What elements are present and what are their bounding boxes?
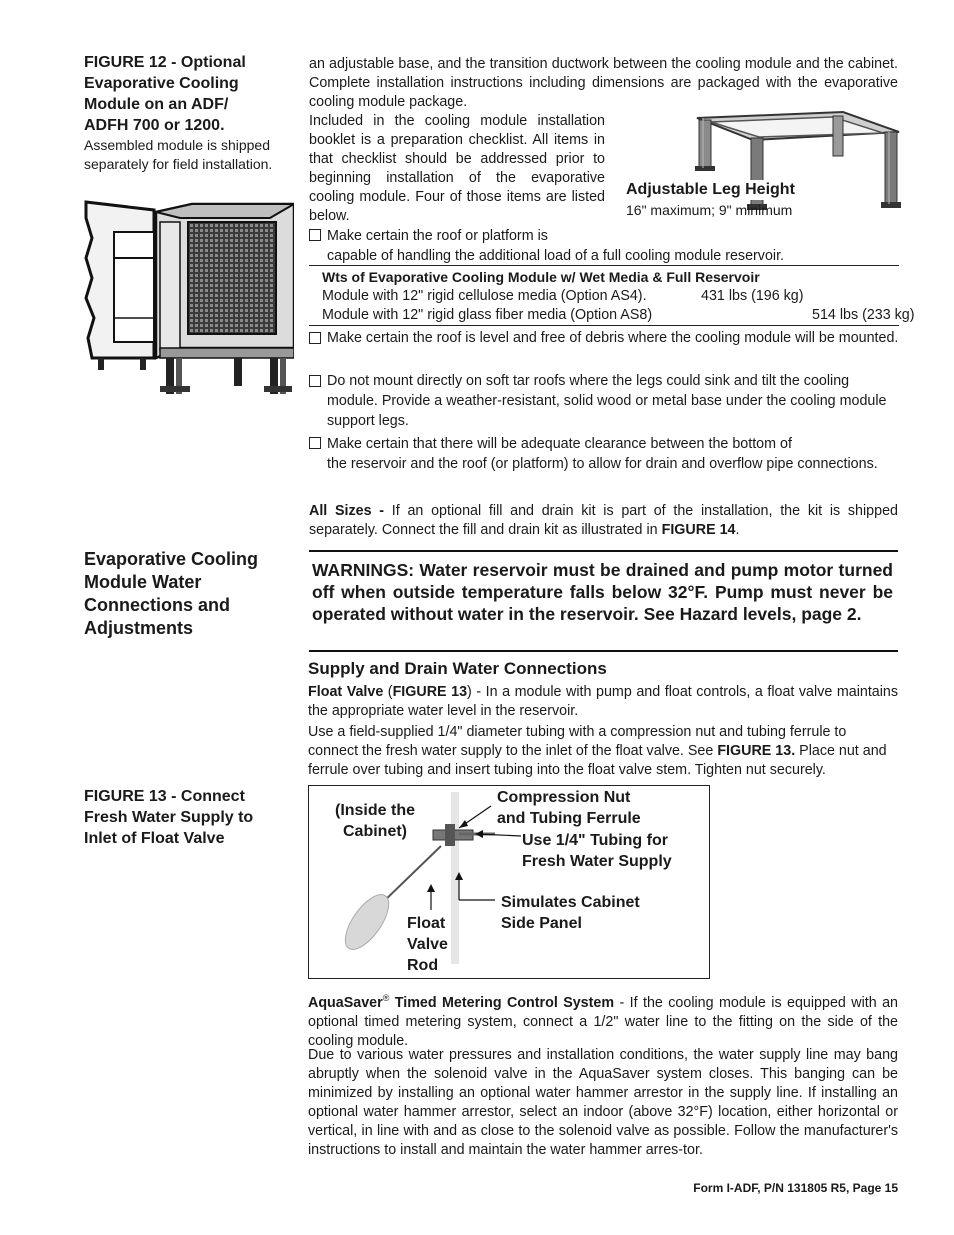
checkbox-icon — [309, 437, 321, 449]
weights-bottom-rule — [309, 325, 899, 326]
label-side-panel: Simulates Cabinet Side Panel — [501, 894, 640, 932]
warning-top-rule — [309, 550, 898, 552]
leg-figure-subtitle: 16" maximum; 9" minimum — [626, 202, 793, 218]
checklist-item-roof-load: Make certain the roof or platform is capable of handling the additional load of a full cooling module reservoir. — [309, 226, 899, 266]
checkbox-icon — [309, 332, 321, 344]
figure-14-reference: FIGURE 14 — [661, 522, 736, 538]
aquasaver-paragraph: AquaSaver® Timed Metering Control System - If the cooling module is equipped with an optional timed metering system, connect a 1/2" water line to the fitting on the side of the cooling module. — [308, 993, 898, 1049]
warning-text: WARNINGS: Water reservoir must be drained and pump motor turned off when outside temperature falls below 32°F. Pump must never be operated without water in the reservoir. See Hazard levels, page 2. — [312, 560, 893, 624]
leg-figure-title: Adjustable Leg Height — [626, 181, 795, 198]
weights-row: Module with 12" rigid glass fiber media (Option AS8) — [322, 307, 653, 323]
checklist-item-roof-level: Make certain the roof is level and free of debris where the cooling module will be mounted. — [309, 328, 899, 348]
figure-12-caption-title: FIGURE 12 - Optional Evaporative Cooling Module on an ADF/ ADFH 700 or 1200. — [84, 54, 246, 134]
tubing-paragraph: Use a field-supplied 1/4" diameter tubing with a compression nut and tubing ferrule to connect the fresh water supply to the inlet of the float valve. See FIGURE 13. Place nut and ferrule over tubing and insert tubing into the float valve stem. Tighten nut securely. — [308, 724, 887, 778]
weights-value: 514 lbs (233 kg) — [812, 307, 915, 323]
checklist-item-tar-roofs: Do not mount directly on soft tar roofs where the legs could sink and tilt the cooling module. Provide a weather-resistant, solid wood or metal base under the cooling module support legs. — [309, 371, 899, 431]
all-sizes-paragraph: All Sizes - If an optional fill and drain kit is part of the installation, the kit is shipped separately. Connect the fill and drain kit as illustrated in FIGURE 14. — [309, 503, 898, 538]
checkbox-icon — [309, 229, 321, 241]
intro-paragraph: an adjustable base, and the transition ductwork between the cooling module and the cabinet. Complete installation instructions including dimensions are packaged with the evaporative cooling module package. — [309, 56, 898, 110]
weights-value: 431 lbs (196 kg) — [701, 288, 804, 304]
supply-heading: Supply and Drain Water Connections — [308, 659, 607, 678]
checklist-item-clearance: Make certain that there will be adequate clearance between the bottom of the reservoir and the roof (or platform) to allow for drain and overflow pipe connections. — [309, 434, 899, 474]
figure-13-reference: FIGURE 13 — [392, 684, 468, 700]
pressure-paragraph: Due to various water pressures and installation conditions, the water supply line may bang abruptly when the solenoid valve in the AquaSaver system closes. This banging can be minimized by installing an optional water hammer arrestor in the supply line. If installing an optional water hammer arrestor, select an indoor (above 32°F) location, either horizontal or vertical, in line with and as close to the solenoid valve as possible. Follow the manufacturer's instructions to install and maintain the water hammer arres-tor. — [308, 1047, 898, 1158]
page-footer: Form I-ADF, P/N 131805 R5, Page 15 — [693, 1181, 898, 1195]
weights-top-rule — [309, 265, 899, 266]
figure-12-caption-note: Assembled module is shipped separately for field installation. — [84, 137, 273, 172]
figure-13-reference: FIGURE 13. — [717, 743, 796, 759]
label-float-valve-rod: Float Valve Rod — [407, 915, 448, 974]
figure-13-caption: FIGURE 13 - Connect Fresh Water Supply to Inlet of Float Valve — [84, 788, 254, 847]
booklet-paragraph: Included in the cooling module installation booklet is a preparation checklist. All items in that checklist should be addressed prior to beginning installation of the evaporative cooling module. Four of those items are listed below. — [309, 113, 605, 224]
section-heading: Evaporative Cooling Module Water Connections and Adjustments — [84, 549, 259, 638]
label-inside-cabinet: (Inside the Cabinet) — [334, 802, 415, 840]
label-compression-nut: Compression Nut and Tubing Ferrule — [497, 789, 641, 827]
label-tubing: Use 1/4" Tubing for Fresh Water Supply — [522, 832, 672, 870]
checkbox-icon — [309, 375, 321, 387]
weights-row: Module with 12" rigid cellulose media (Option AS4). — [322, 288, 647, 304]
float-valve-paragraph: Float Valve (FIGURE 13) - In a module with pump and float controls, a float valve maintains the appropriate water level in the reservoir. — [308, 684, 899, 719]
warning-bottom-rule — [309, 650, 898, 652]
weights-title: Wts of Evaporative Cooling Module w/ Wet Media & Full Reservoir — [322, 269, 760, 285]
figure-12-illustration — [84, 198, 294, 398]
